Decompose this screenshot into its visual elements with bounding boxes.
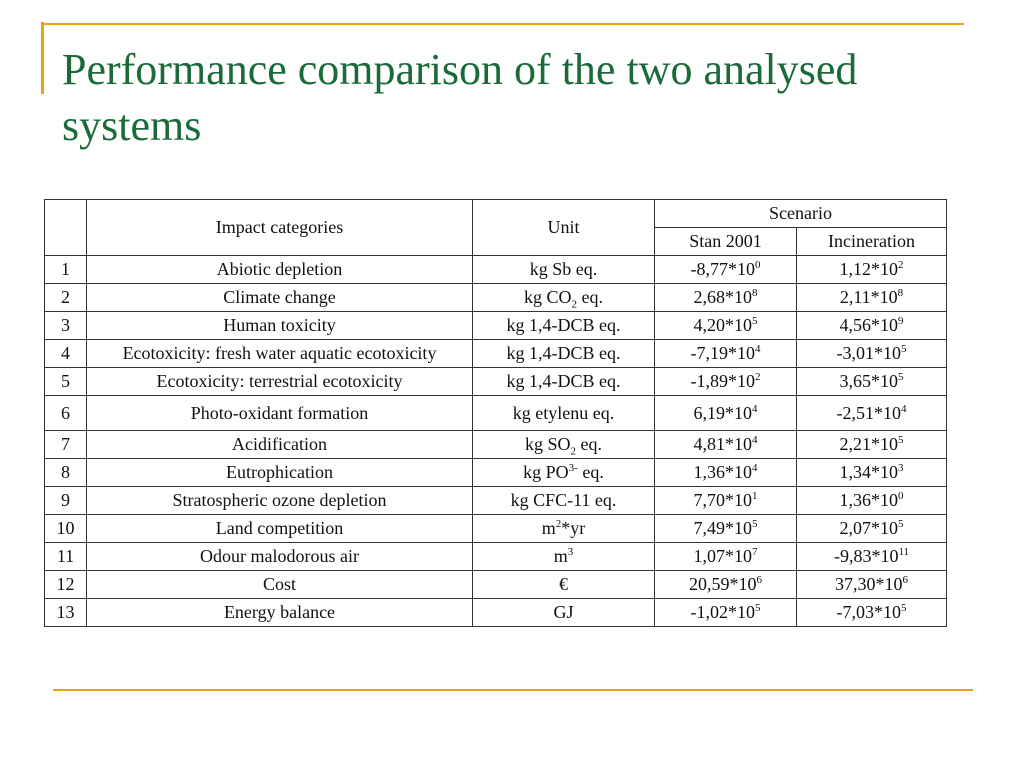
unit	[473, 515, 655, 543]
value-mantissa: 1,36*10	[839, 490, 898, 510]
incineration-value	[797, 340, 947, 368]
unit	[473, 312, 655, 340]
value-exponent: 4	[755, 343, 761, 355]
unit-subscript: 2	[571, 298, 577, 311]
unit	[473, 487, 655, 515]
incineration-value	[797, 459, 947, 487]
value-exponent: 0	[898, 490, 904, 502]
value-exponent: 4	[901, 402, 907, 415]
unit-tail: eq.	[577, 287, 603, 307]
impact-category: Eutrophication	[87, 459, 473, 487]
stan-2001-value	[655, 487, 797, 515]
impact-category: Photo-oxidant formation	[87, 396, 473, 431]
row-number: 2	[45, 284, 87, 312]
incineration-value	[797, 312, 947, 340]
value-mantissa: -8,77*10	[690, 259, 755, 279]
row-number: 8	[45, 459, 87, 487]
accent-top-line	[44, 23, 964, 25]
incineration-value	[797, 487, 947, 515]
value-mantissa: -7,03*10	[836, 602, 901, 622]
slide-title: Performance comparison of the two analysed systems	[62, 45, 858, 150]
value-exponent: 4	[752, 434, 758, 446]
header-incineration: Incineration	[797, 228, 947, 256]
unit-base: kg SO	[524, 434, 571, 454]
value-mantissa: 37,30*10	[835, 574, 903, 594]
stan-2001-value	[655, 431, 797, 459]
impact-category: Stratospheric ozone depletion	[87, 487, 473, 515]
stan-2001-value	[655, 515, 797, 543]
value-mantissa: -7,19*10	[690, 343, 755, 363]
accent-bottom-line	[53, 689, 973, 691]
value-mantissa: -1,89*10	[690, 371, 755, 391]
unit-base: GJ	[553, 602, 574, 622]
unit-base: kg etylenu eq.	[512, 402, 615, 423]
table-row	[45, 487, 947, 515]
value-exponent: 9	[898, 315, 904, 327]
value-exponent: 8	[897, 287, 904, 299]
table-row	[45, 599, 947, 627]
unit	[473, 368, 655, 396]
unit	[473, 571, 655, 599]
value-exponent: 2	[755, 371, 761, 383]
incineration-value	[797, 515, 947, 543]
incineration-value	[797, 543, 947, 571]
unit	[473, 599, 655, 627]
value-mantissa: -2,51*10	[836, 402, 901, 423]
incineration-value	[797, 431, 947, 459]
table-row	[45, 340, 947, 368]
row-number: 3	[45, 312, 87, 340]
impact-category: Odour malodorous air	[87, 543, 473, 571]
table-row	[45, 396, 947, 431]
value-exponent: 5	[752, 518, 758, 530]
unit-tail: *yr	[561, 518, 586, 538]
unit	[473, 459, 655, 487]
value-exponent: 5	[901, 343, 907, 355]
value-exponent: 11	[898, 546, 910, 558]
stan-2001-value	[655, 368, 797, 396]
header-stan-2001: Stan 2001	[655, 228, 797, 256]
value-mantissa: 7,70*10	[693, 490, 752, 510]
unit-superscript: 3	[567, 546, 574, 558]
value-mantissa: 1,34*10	[839, 462, 898, 482]
table-row	[45, 284, 947, 312]
table-row	[45, 543, 947, 571]
value-mantissa: 2,21*10	[839, 434, 898, 454]
unit-base: kg Sb eq.	[529, 259, 598, 279]
accent-vertical-line	[41, 22, 44, 94]
value-mantissa: 2,68*10	[693, 287, 752, 307]
value-mantissa: 6,19*10	[693, 402, 752, 423]
table-header-row	[45, 200, 947, 228]
impact-category: Climate change	[87, 284, 473, 312]
value-exponent: 5	[901, 602, 907, 614]
value-mantissa: 4,20*10	[693, 315, 752, 335]
stan-2001-value	[655, 396, 797, 431]
value-mantissa: -1,02*10	[690, 602, 755, 622]
value-mantissa: 4,56*10	[839, 315, 898, 335]
incineration-value	[797, 256, 947, 284]
impact-category: Energy balance	[87, 599, 473, 627]
value-mantissa: -9,83*10	[833, 546, 899, 566]
stan-2001-value	[655, 340, 797, 368]
table-row	[45, 368, 947, 396]
table-row	[45, 431, 947, 459]
value-mantissa: 1,36*10	[693, 462, 752, 482]
stan-2001-value	[655, 256, 797, 284]
impact-category: Acidification	[87, 431, 473, 459]
unit	[473, 396, 655, 431]
value-mantissa: 4,81*10	[693, 434, 752, 454]
table-row	[45, 515, 947, 543]
impact-comparison-table	[44, 199, 947, 627]
value-exponent: 1	[752, 490, 758, 502]
unit	[473, 543, 655, 571]
table-row	[45, 571, 947, 599]
unit-base: m	[541, 518, 556, 538]
row-number: 6	[45, 396, 87, 431]
incineration-value	[797, 396, 947, 431]
incineration-value	[797, 599, 947, 627]
value-exponent: 8	[752, 287, 758, 299]
value-exponent: 4	[752, 402, 758, 415]
value-exponent: 5	[752, 315, 758, 327]
row-number: 13	[45, 599, 87, 627]
unit-base: kg 1,4-DCB eq.	[506, 371, 621, 391]
unit	[473, 284, 655, 312]
value-exponent: 6	[902, 574, 908, 586]
impact-category: Abiotic depletion	[87, 256, 473, 284]
stan-2001-value	[655, 599, 797, 627]
unit-base: kg CFC-11 eq.	[510, 490, 617, 510]
stan-2001-value	[655, 543, 797, 571]
unit-base: kg PO	[523, 462, 569, 482]
unit-tail: eq.	[576, 434, 602, 454]
stan-2001-value	[655, 284, 797, 312]
value-mantissa: 2,07*10	[839, 518, 898, 538]
value-mantissa: 7,49*10	[693, 518, 752, 538]
stan-2001-value	[655, 459, 797, 487]
value-mantissa: 3,65*10	[839, 371, 898, 391]
header-scenario: Scenario	[655, 200, 947, 228]
value-exponent: 2	[898, 259, 904, 271]
unit-base: kg 1,4-DCB eq.	[506, 343, 621, 363]
table-row	[45, 459, 947, 487]
header-impact-categories: Impact categories	[87, 200, 473, 256]
row-number: 5	[45, 368, 87, 396]
impact-category: Ecotoxicity: fresh water aquatic ecotoxicity	[87, 340, 473, 368]
incineration-value	[797, 571, 947, 599]
value-mantissa: -3,01*10	[836, 343, 901, 363]
row-number: 12	[45, 571, 87, 599]
unit-subscript: 2	[570, 445, 576, 458]
impact-category: Human toxicity	[87, 312, 473, 340]
unit-superscript: 3-	[568, 462, 578, 474]
table-body	[45, 256, 947, 627]
value-exponent: 5	[898, 518, 904, 530]
table-row	[45, 256, 947, 284]
row-number: 7	[45, 431, 87, 459]
value-exponent: 3	[898, 462, 904, 474]
row-number: 10	[45, 515, 87, 543]
unit-base: €	[559, 574, 568, 594]
row-number: 4	[45, 340, 87, 368]
unit	[473, 431, 655, 459]
unit	[473, 256, 655, 284]
incineration-value	[797, 284, 947, 312]
value-exponent: 5	[755, 602, 761, 614]
impact-category: Land competition	[87, 515, 473, 543]
row-number: 1	[45, 256, 87, 284]
impact-category: Cost	[87, 571, 473, 599]
header-number	[45, 200, 87, 256]
table-row	[45, 312, 947, 340]
unit-superscript: 2	[555, 518, 562, 530]
unit-tail: eq.	[577, 462, 604, 482]
incineration-value	[797, 368, 947, 396]
stan-2001-value	[655, 571, 797, 599]
value-mantissa: 1,12*10	[839, 259, 898, 279]
value-exponent: 5	[898, 371, 904, 383]
row-number: 11	[45, 543, 87, 571]
value-exponent: 5	[898, 434, 904, 446]
unit-base: kg CO	[523, 287, 572, 307]
value-exponent: 6	[756, 574, 762, 586]
unit-base: kg 1,4-DCB eq.	[506, 315, 621, 335]
unit	[473, 340, 655, 368]
value-mantissa: 20,59*10	[689, 574, 757, 594]
value-mantissa: 2,11*10	[839, 287, 898, 307]
value-exponent: 0	[755, 259, 761, 271]
value-exponent: 4	[752, 462, 758, 474]
unit-base: m	[553, 546, 568, 566]
value-mantissa: 1,07*10	[693, 546, 752, 566]
stan-2001-value	[655, 312, 797, 340]
value-exponent: 7	[752, 546, 758, 558]
impact-category: Ecotoxicity: terrestrial ecotoxicity	[87, 368, 473, 396]
header-unit: Unit	[473, 200, 655, 256]
row-number: 9	[45, 487, 87, 515]
